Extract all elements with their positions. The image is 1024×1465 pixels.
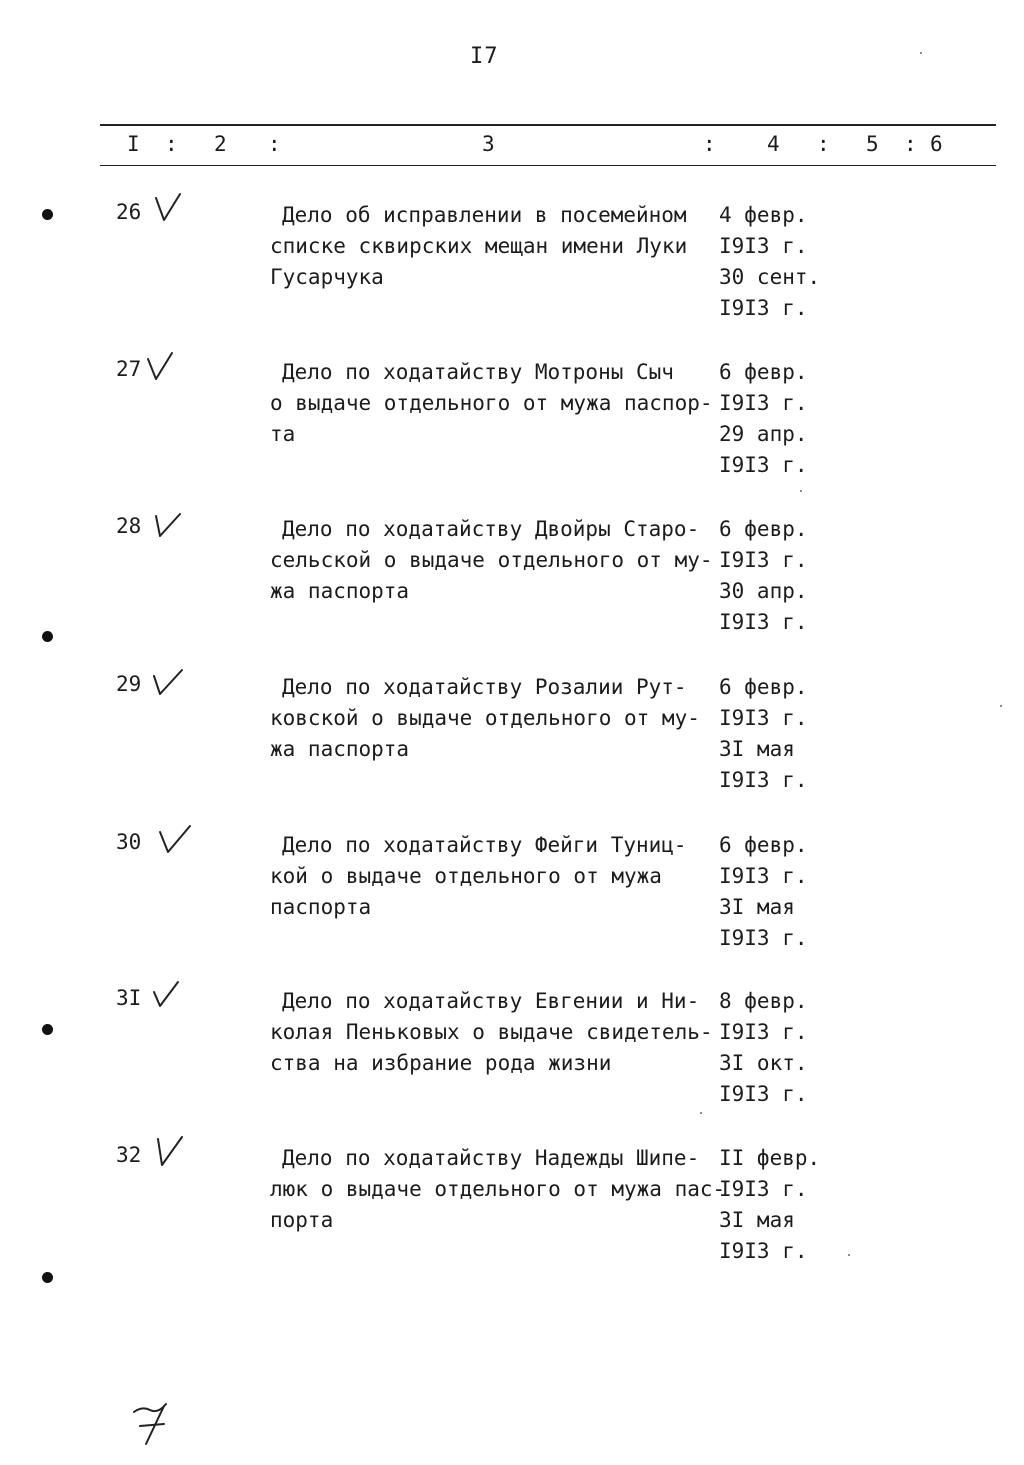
check-mark-icon <box>150 978 188 1012</box>
end-date: 30 апр. <box>719 579 808 603</box>
end-date: 29 апр. <box>719 422 808 446</box>
check-mark-icon <box>150 1135 188 1169</box>
description-line: Дело по ходатайству Фейги Туниц- <box>282 833 687 857</box>
check-mark-icon <box>150 664 188 698</box>
punch-hole <box>42 209 53 220</box>
description-line: люк о выдаче отдельного от мужа пас- <box>270 1177 726 1201</box>
start-date: 6 февр. <box>719 675 808 699</box>
scan-speck <box>700 1112 702 1114</box>
start-year: I9I3 г. <box>719 548 808 572</box>
end-date: 3I мая <box>719 737 795 761</box>
description-line: Дело об исправлении в посемейном <box>282 203 687 227</box>
start-year: I9I3 г. <box>719 391 808 415</box>
description-line: колая Пеньковых о выдаче свидетель- <box>270 1020 713 1044</box>
end-date: 30 сент. <box>719 265 821 289</box>
description-line: списке сквирских мещан имени Луки <box>270 234 688 258</box>
column-header-5: 5 <box>866 132 879 156</box>
column-separator: : <box>268 132 281 156</box>
header-top-rule <box>100 124 996 126</box>
punch-hole <box>42 1272 53 1283</box>
column-header-3: 3 <box>482 132 495 156</box>
end-year: I9I3 г. <box>719 926 808 950</box>
entry-number: 29 <box>116 672 142 696</box>
column-header-4: 4 <box>767 132 780 156</box>
start-year: I9I3 г. <box>719 234 808 258</box>
table-row <box>0 830 1024 970</box>
table-row <box>0 1143 1024 1283</box>
case-dates <box>719 986 849 1110</box>
end-date: 3I мая <box>719 895 795 919</box>
header-bottom-rule <box>100 165 996 166</box>
entry-number: 32 <box>116 1143 142 1167</box>
entry-number: 3I <box>116 986 142 1010</box>
table-row <box>0 514 1024 654</box>
case-description <box>270 1143 726 1236</box>
case-dates <box>719 514 849 638</box>
start-date: 4 февр. <box>719 203 808 227</box>
end-year: I9I3 г. <box>719 1082 808 1106</box>
description-line: Дело по ходатайству Мотроны Сыч <box>282 360 674 384</box>
case-description <box>270 830 710 923</box>
case-dates <box>719 357 849 481</box>
column-separator: : <box>904 132 917 156</box>
scan-speck <box>848 1254 850 1256</box>
description-line: жа паспорта <box>270 579 410 603</box>
end-year: I9I3 г. <box>719 453 808 477</box>
end-year: I9I3 г. <box>719 610 808 634</box>
description-line: Дело по ходатайству Надежды Шипе- <box>282 1146 700 1170</box>
check-mark-icon <box>150 506 188 540</box>
description-line: ковской о выдаче отдельного от му- <box>270 706 700 730</box>
table-row <box>0 200 1024 340</box>
punch-hole <box>42 631 53 642</box>
start-year: I9I3 г. <box>719 706 808 730</box>
start-year: I9I3 г. <box>719 1020 808 1044</box>
scan-speck <box>800 490 802 492</box>
column-header-6: 6 <box>930 132 943 156</box>
description-line: жа паспорта <box>270 737 410 761</box>
table-row <box>0 986 1024 1126</box>
description-line: Дело по ходатайству Двойры Старо- <box>282 517 700 541</box>
scan-speck <box>920 52 922 54</box>
description-line: паспорта <box>270 895 372 919</box>
start-date: II февр. <box>719 1146 821 1170</box>
description-line: сельской о выдаче отдельного от му- <box>270 548 713 572</box>
case-dates <box>719 672 849 796</box>
column-separator: : <box>703 132 716 156</box>
description-line: Гусарчука <box>270 265 384 289</box>
scan-speck <box>1000 705 1002 707</box>
start-year: I9I3 г. <box>719 864 808 888</box>
description-line: о выдаче отдельного от мужа паспор- <box>270 391 713 415</box>
start-date: 6 февр. <box>719 833 808 857</box>
end-year: I9I3 г. <box>719 296 808 320</box>
column-separator: : <box>165 132 178 156</box>
check-mark-icon <box>150 192 188 226</box>
start-date: 6 февр. <box>719 360 808 384</box>
page-number: I7 <box>470 44 499 69</box>
column-header-1: I <box>127 132 140 156</box>
end-date: 3I окт. <box>719 1051 808 1075</box>
punch-hole <box>42 1024 53 1035</box>
case-description <box>270 986 713 1079</box>
case-dates <box>719 1143 849 1267</box>
case-dates <box>719 830 849 954</box>
column-header-2: 2 <box>214 132 227 156</box>
case-description <box>270 200 710 293</box>
table-row <box>0 672 1024 812</box>
case-description <box>270 514 713 607</box>
start-date: 8 февр. <box>719 989 808 1013</box>
handwritten-sheet-number <box>128 1398 178 1448</box>
end-year: I9I3 г. <box>719 1239 808 1263</box>
column-separator: : <box>817 132 830 156</box>
case-dates <box>719 200 849 324</box>
end-date: 3I мая <box>719 1208 795 1232</box>
entry-number: 26 <box>116 200 142 224</box>
description-line: та <box>270 422 296 446</box>
entry-number: 30 <box>116 830 142 854</box>
check-mark-icon <box>156 822 194 856</box>
description-line: кой о выдаче отдельного от мужа <box>270 864 662 888</box>
case-description <box>270 357 713 450</box>
description-line: Дело по ходатайству Евгении и Ни- <box>282 989 700 1013</box>
description-line: порта <box>270 1208 334 1232</box>
description-line: Дело по ходатайству Розалии Рут- <box>282 675 687 699</box>
entry-number: 28 <box>116 514 142 538</box>
start-date: 6 февр. <box>719 517 808 541</box>
check-mark-icon <box>144 349 182 383</box>
end-year: I9I3 г. <box>719 768 808 792</box>
entry-number: 27 <box>116 357 142 381</box>
table-row <box>0 357 1024 497</box>
case-description <box>270 672 710 765</box>
description-line: ства на избрание рода жизни <box>270 1051 612 1075</box>
start-year: I9I3 г. <box>719 1177 808 1201</box>
